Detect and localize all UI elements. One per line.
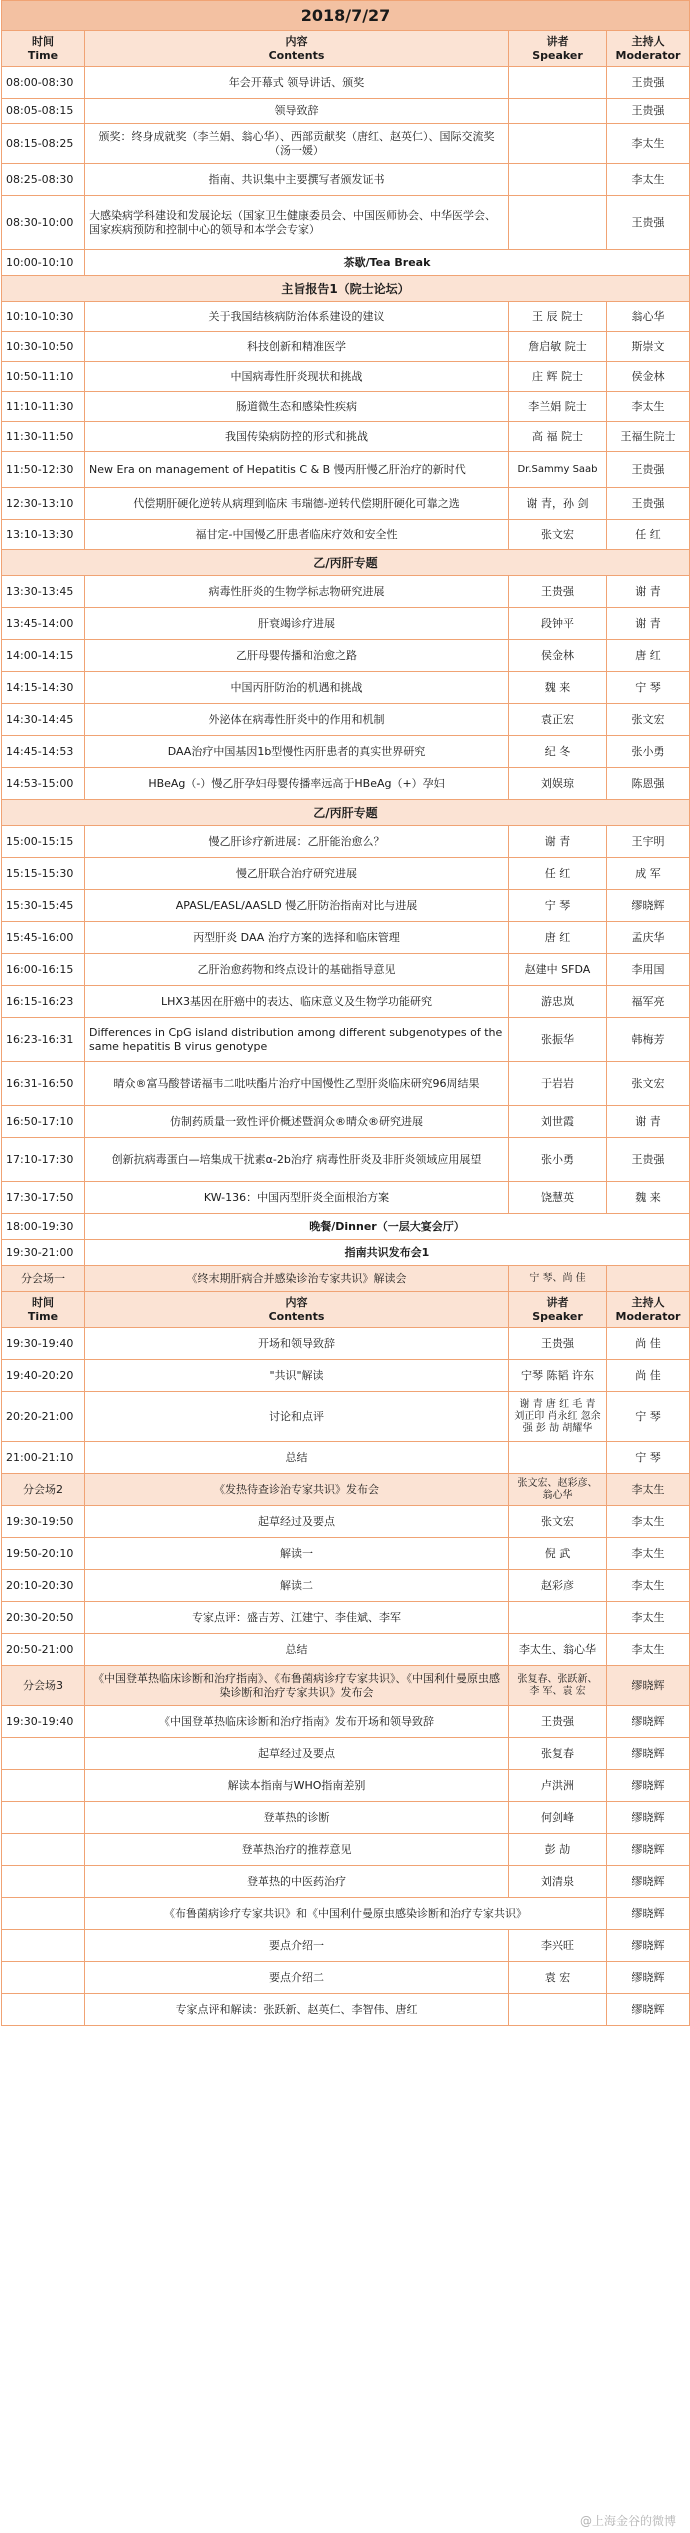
break-time: 10:00-10:10 xyxy=(2,250,85,276)
session-row xyxy=(2,1442,690,1474)
session-speaker: 宁 琴 xyxy=(509,890,607,922)
session-row xyxy=(2,858,690,890)
session-row xyxy=(2,520,690,550)
agenda-body xyxy=(2,1,690,2026)
session-content: 慢乙肝联合治疗研究进展 xyxy=(85,858,509,890)
break-row xyxy=(2,1214,690,1240)
session-speaker: 王贵强 xyxy=(509,1328,607,1360)
session-time xyxy=(2,1866,85,1898)
session-row xyxy=(2,1834,690,1866)
session-row xyxy=(2,704,690,736)
session-speaker: 任 红 xyxy=(509,858,607,890)
session-time: 19:50-20:10 xyxy=(2,1538,85,1570)
session-time: 08:00-08:30 xyxy=(2,67,85,99)
session-moderator: 韩梅芳 xyxy=(607,1018,690,1062)
session-content: 专家点评和解读：张跃新、赵英仁、李智伟、唐红 xyxy=(85,1994,509,2026)
session-speaker: 彭 劼 xyxy=(509,1834,607,1866)
session-time: 21:00-21:10 xyxy=(2,1442,85,1474)
session-time: 15:00-15:15 xyxy=(2,826,85,858)
session-time xyxy=(2,1738,85,1770)
session-row xyxy=(2,1930,690,1962)
session-content: KW-136：中国丙型肝炎全面根治方案 xyxy=(85,1182,509,1214)
session-moderator: 魏 来 xyxy=(607,1182,690,1214)
session-row xyxy=(2,640,690,672)
session-speaker: 魏 来 xyxy=(509,672,607,704)
break-label: 晚餐/Dinner（一层大宴会厅） xyxy=(85,1214,690,1240)
session-content: 创新抗病毒蛋白—培集成干扰素α-2b治疗 病毒性肝炎及非肝炎领域应用展望 xyxy=(85,1138,509,1182)
session-moderator: 缪晓辉 xyxy=(607,1770,690,1802)
session-moderator: 缪晓辉 xyxy=(607,1994,690,2026)
session-content: 解读本指南与WHO指南差别 xyxy=(85,1770,509,1802)
session-speaker: 庄 辉 院士 xyxy=(509,362,607,392)
session-time: 16:15-16:23 xyxy=(2,986,85,1018)
session-content: 总结 xyxy=(85,1634,509,1666)
session-moderator: 孟庆华 xyxy=(607,922,690,954)
session-time: 15:30-15:45 xyxy=(2,890,85,922)
sub-header-moderator: 主持人 Moderator xyxy=(607,1292,690,1328)
session-time: 17:10-17:30 xyxy=(2,1138,85,1182)
sub-header-time: 时间 Time xyxy=(2,1292,85,1328)
session-content: 颁奖：终身成就奖（李兰娟、翁心华）、西部贡献奖（唐红、赵英仁）、国际交流奖（汤一媛） xyxy=(85,124,509,164)
session-row xyxy=(2,1182,690,1214)
sub-venue-topic: 《终末期肝病合并感染诊治专家共识》解读会 xyxy=(85,1266,509,1292)
session-row xyxy=(2,1962,690,1994)
header-moderator: 主持人 Moderator xyxy=(607,31,690,67)
session-time: 11:30-11:50 xyxy=(2,422,85,452)
session-row xyxy=(2,1994,690,2026)
session-moderator: 李太生 xyxy=(607,1506,690,1538)
session-moderator: 缪晓辉 xyxy=(607,1962,690,1994)
sub-venue-moderator: 李太生 xyxy=(607,1474,690,1506)
session-content: 大感染病学科建设和发展论坛（国家卫生健康委员会、中国医师协会、中华医学会、国家疾病预防和控制中心的领导和本学会专家） xyxy=(85,196,509,250)
session-moderator: 唐 红 xyxy=(607,640,690,672)
session-speaker: 何剑峰 xyxy=(509,1802,607,1834)
sub-venue-moderator: 缪晓辉 xyxy=(607,1666,690,1706)
session-moderator: 李太生 xyxy=(607,124,690,164)
session-content: 外泌体在病毒性肝炎中的作用和机制 xyxy=(85,704,509,736)
session-moderator: 尚 佳 xyxy=(607,1328,690,1360)
session-speaker: 于岩岩 xyxy=(509,1062,607,1106)
session-speaker: 赵彩彦 xyxy=(509,1570,607,1602)
session-time: 14:45-14:53 xyxy=(2,736,85,768)
session-content: 要点介绍一 xyxy=(85,1930,509,1962)
session-time: 10:10-10:30 xyxy=(2,302,85,332)
session-speaker: 张文宏 xyxy=(509,520,607,550)
session-moderator: 缪晓辉 xyxy=(607,1898,690,1930)
session-row xyxy=(2,196,690,250)
session-speaker: 刘世霞 xyxy=(509,1106,607,1138)
session-speaker xyxy=(509,99,607,124)
session-speaker: 刘清泉 xyxy=(509,1866,607,1898)
session-time: 08:15-08:25 xyxy=(2,124,85,164)
session-content: 起草经过及要点 xyxy=(85,1738,509,1770)
session-content: HBeAg（-）慢乙肝孕妇母婴传播率远高于HBeAg（+）孕妇 xyxy=(85,768,509,800)
session-row xyxy=(2,1570,690,1602)
session-speaker: 卢洪洲 xyxy=(509,1770,607,1802)
session-content: 晴众®富马酸替诺福韦二吡呋酯片治疗中国慢性乙型肝炎临床研究96周结果 xyxy=(85,1062,509,1106)
section-title-row xyxy=(2,550,690,576)
session-time xyxy=(2,1962,85,1994)
session-time xyxy=(2,1898,85,1930)
session-moderator: 缪晓辉 xyxy=(607,1866,690,1898)
session-time: 08:25-08:30 xyxy=(2,164,85,196)
sub-header-speaker: 讲者 Speaker xyxy=(509,1292,607,1328)
session-speaker xyxy=(509,67,607,99)
session-moderator: 侯金林 xyxy=(607,362,690,392)
session-row xyxy=(2,452,690,488)
session-row xyxy=(2,1706,690,1738)
session-time: 20:10-20:30 xyxy=(2,1570,85,1602)
session-content: 乙肝治愈药物和终点设计的基础指导意见 xyxy=(85,954,509,986)
break-time: 18:00-19:30 xyxy=(2,1214,85,1240)
session-speaker: 高 福 院士 xyxy=(509,422,607,452)
sub-venue-name: 分会场3 xyxy=(2,1666,85,1706)
session-speaker xyxy=(509,1994,607,2026)
session-speaker: 宁琴 陈韬 许东 xyxy=(509,1360,607,1392)
session-row xyxy=(2,302,690,332)
session-row xyxy=(2,768,690,800)
session-time: 20:50-21:00 xyxy=(2,1634,85,1666)
session-content: 我国传染病防控的形式和挑战 xyxy=(85,422,509,452)
session-moderator: 成 军 xyxy=(607,858,690,890)
session-moderator: 尚 佳 xyxy=(607,1360,690,1392)
session-row xyxy=(2,608,690,640)
session-content: 中国病毒性肝炎现状和挑战 xyxy=(85,362,509,392)
session-row xyxy=(2,1138,690,1182)
session-row xyxy=(2,1106,690,1138)
session-row xyxy=(2,826,690,858)
session-content: DAA治疗中国基因1b型慢性丙肝患者的真实世界研究 xyxy=(85,736,509,768)
session-time: 13:30-13:45 xyxy=(2,576,85,608)
session-row xyxy=(2,1328,690,1360)
session-moderator: 王贵强 xyxy=(607,67,690,99)
session-row xyxy=(2,890,690,922)
session-time: 16:23-16:31 xyxy=(2,1018,85,1062)
session-row xyxy=(2,488,690,520)
sub-venue-topic: 《发热待查诊治专家共识》发布会 xyxy=(85,1474,509,1506)
session-content: 病毒性肝炎的生物学标志物研究进展 xyxy=(85,576,509,608)
sub-venue-row xyxy=(2,1474,690,1506)
session-speaker: 倪 武 xyxy=(509,1538,607,1570)
session-moderator: 张文宏 xyxy=(607,1062,690,1106)
sub-header-contents: 内容 Contents xyxy=(85,1292,509,1328)
session-moderator: 谢 青 xyxy=(607,1106,690,1138)
session-time: 11:10-11:30 xyxy=(2,392,85,422)
session-time: 13:45-14:00 xyxy=(2,608,85,640)
session-content: 《布鲁菌病诊疗专家共识》和《中国利什曼原虫感染诊断和治疗专家共识》 xyxy=(85,1898,607,1930)
session-content: Differences in CpG island distribution among different subgenotypes of the same hepatitis B virus genotype xyxy=(85,1018,509,1062)
session-content: 福甘定-中国慢乙肝患者临床疗效和安全性 xyxy=(85,520,509,550)
session-moderator: 王贵强 xyxy=(607,1138,690,1182)
session-time xyxy=(2,1802,85,1834)
section-title: 乙/丙肝专题 xyxy=(2,550,690,576)
session-moderator: 李太生 xyxy=(607,164,690,196)
session-time: 08:05-08:15 xyxy=(2,99,85,124)
sub-venue-topic: 《中国登革热临床诊断和治疗指南》、《布鲁菌病诊疗专家共识》、《中国利什曼原虫感染诊断和治疗专家共识》发布会 xyxy=(85,1666,509,1706)
session-moderator: 缪晓辉 xyxy=(607,1834,690,1866)
session-moderator: 王贵强 xyxy=(607,99,690,124)
session-moderator: 宁 琴 xyxy=(607,672,690,704)
session-speaker: 谢 青 xyxy=(509,826,607,858)
session-row xyxy=(2,1738,690,1770)
session-time xyxy=(2,1834,85,1866)
session-time: 14:15-14:30 xyxy=(2,672,85,704)
session-time: 17:30-17:50 xyxy=(2,1182,85,1214)
session-row xyxy=(2,922,690,954)
session-time: 11:50-12:30 xyxy=(2,452,85,488)
session-speaker: 侯金林 xyxy=(509,640,607,672)
session-speaker: 赵建中 SFDA xyxy=(509,954,607,986)
session-content: New Era on management of Hepatitis C & B 慢丙肝慢乙肝治疗的新时代 xyxy=(85,452,509,488)
session-speaker: 谢 青 唐 红 毛 青 刘正印 肖永红 忽余强 彭 劼 胡耀华 xyxy=(509,1392,607,1442)
session-row xyxy=(2,1392,690,1442)
session-row xyxy=(2,954,690,986)
session-row xyxy=(2,576,690,608)
header-time: 时间 Time xyxy=(2,31,85,67)
session-time xyxy=(2,1994,85,2026)
session-moderator: 缪晓辉 xyxy=(607,1802,690,1834)
session-time: 20:30-20:50 xyxy=(2,1602,85,1634)
sub-venue-name: 分会场2 xyxy=(2,1474,85,1506)
session-moderator: 陈恩强 xyxy=(607,768,690,800)
session-row xyxy=(2,1634,690,1666)
session-moderator: 张小勇 xyxy=(607,736,690,768)
session-content: 登革热的中医药治疗 xyxy=(85,1866,509,1898)
session-moderator: 宁 琴 xyxy=(607,1392,690,1442)
session-time: 19:30-19:50 xyxy=(2,1506,85,1538)
session-moderator: 李用国 xyxy=(607,954,690,986)
session-content: 领导致辞 xyxy=(85,99,509,124)
session-content: 丙型肝炎 DAA 治疗方案的选择和临床管理 xyxy=(85,922,509,954)
sub-venue-moderator xyxy=(607,1266,690,1292)
date-row xyxy=(2,1,690,31)
session-time: 19:40-20:20 xyxy=(2,1360,85,1392)
session-time: 12:30-13:10 xyxy=(2,488,85,520)
session-moderator: 谢 青 xyxy=(607,608,690,640)
session-content: 起草经过及要点 xyxy=(85,1506,509,1538)
session-time: 08:30-10:00 xyxy=(2,196,85,250)
session-speaker: 纪 冬 xyxy=(509,736,607,768)
session-speaker: 詹启敏 院士 xyxy=(509,332,607,362)
session-moderator: 缪晓辉 xyxy=(607,1706,690,1738)
session-content: 指南、共识集中主要撰写者颁发证书 xyxy=(85,164,509,196)
section-title: 主旨报告1（院士论坛） xyxy=(2,276,690,302)
sub-venue-row xyxy=(2,1266,690,1292)
session-time: 16:00-16:15 xyxy=(2,954,85,986)
session-moderator: 王贵强 xyxy=(607,196,690,250)
session-content: 乙肝母婴传播和治愈之路 xyxy=(85,640,509,672)
session-content: 科技创新和精准医学 xyxy=(85,332,509,362)
session-speaker: 张文宏 xyxy=(509,1506,607,1538)
session-speaker: Dr.Sammy Saab xyxy=(509,452,607,488)
session-time: 16:31-16:50 xyxy=(2,1062,85,1106)
session-content: 要点介绍二 xyxy=(85,1962,509,1994)
session-row xyxy=(2,1506,690,1538)
session-speaker: 李兴旺 xyxy=(509,1930,607,1962)
session-moderator: 李太生 xyxy=(607,1570,690,1602)
session-content: 中国丙肝防治的机遇和挑战 xyxy=(85,672,509,704)
session-time xyxy=(2,1770,85,1802)
session-speaker: 张振华 xyxy=(509,1018,607,1062)
session-content: 解读二 xyxy=(85,1570,509,1602)
session-content: 肠道微生态和感染性疾病 xyxy=(85,392,509,422)
session-moderator: 缪晓辉 xyxy=(607,1930,690,1962)
session-moderator: 缪晓辉 xyxy=(607,890,690,922)
session-content: LHX3基因在肝癌中的表达、临床意义及生物学功能研究 xyxy=(85,986,509,1018)
sub-venue-row xyxy=(2,1666,690,1706)
break-time: 19:30-21:00 xyxy=(2,1240,85,1266)
session-moderator: 王宇明 xyxy=(607,826,690,858)
session-speaker: 游忠岚 xyxy=(509,986,607,1018)
session-row xyxy=(2,332,690,362)
session-speaker: 王贵强 xyxy=(509,576,607,608)
session-time: 19:30-19:40 xyxy=(2,1328,85,1360)
session-moderator: 斯崇文 xyxy=(607,332,690,362)
session-speaker: 王贵强 xyxy=(509,1706,607,1738)
session-content: 仿制药质量一致性评价概述暨润众®晴众®研究进展 xyxy=(85,1106,509,1138)
session-time: 10:30-10:50 xyxy=(2,332,85,362)
session-content: 关于我国结核病防治体系建设的建议 xyxy=(85,302,509,332)
sub-venue-name: 分会场一 xyxy=(2,1266,85,1292)
sub-venue-speakers: 张复春、张跃新、李 军、袁 宏 xyxy=(509,1666,607,1706)
session-content: 开场和领导致辞 xyxy=(85,1328,509,1360)
session-moderator: 李太生 xyxy=(607,392,690,422)
session-speaker: 李太生、翁心华 xyxy=(509,1634,607,1666)
section-title-row xyxy=(2,800,690,826)
session-content: 总结 xyxy=(85,1442,509,1474)
session-speaker xyxy=(509,164,607,196)
session-moderator: 王福生院士 xyxy=(607,422,690,452)
session-speaker: 唐 红 xyxy=(509,922,607,954)
watermark: @上海金谷的微博 xyxy=(579,2514,676,2528)
session-row xyxy=(2,736,690,768)
session-row xyxy=(2,67,690,99)
session-row xyxy=(2,1538,690,1570)
session-moderator: 谢 青 xyxy=(607,576,690,608)
session-row xyxy=(2,1018,690,1062)
session-row xyxy=(2,1866,690,1898)
section-title: 乙/丙肝专题 xyxy=(2,800,690,826)
session-row xyxy=(2,99,690,124)
session-speaker: 李兰娟 院士 xyxy=(509,392,607,422)
session-moderator: 李太生 xyxy=(607,1538,690,1570)
session-time: 20:20-21:00 xyxy=(2,1392,85,1442)
session-moderator: 李太生 xyxy=(607,1602,690,1634)
header-speaker: 讲者 Speaker xyxy=(509,31,607,67)
session-time: 16:50-17:10 xyxy=(2,1106,85,1138)
session-speaker: 袁 宏 xyxy=(509,1962,607,1994)
session-speaker: 袁正宏 xyxy=(509,704,607,736)
session-row xyxy=(2,124,690,164)
break-row xyxy=(2,1240,690,1266)
session-time: 15:15-15:30 xyxy=(2,858,85,890)
session-row xyxy=(2,1802,690,1834)
session-row xyxy=(2,422,690,452)
session-content: 《中国登革热临床诊断和治疗指南》发布开场和领导致辞 xyxy=(85,1706,509,1738)
session-content: 专家点评：盛吉芳、江建宁、李佳斌、李军 xyxy=(85,1602,509,1634)
session-row xyxy=(2,1360,690,1392)
session-moderator: 缪晓辉 xyxy=(607,1738,690,1770)
session-moderator: 王贵强 xyxy=(607,488,690,520)
session-content: 肝衰竭诊疗进展 xyxy=(85,608,509,640)
session-speaker xyxy=(509,1602,607,1634)
session-content: 登革热的诊断 xyxy=(85,1802,509,1834)
break-row xyxy=(2,250,690,276)
session-speaker: 刘娱琼 xyxy=(509,768,607,800)
session-content: 讨论和点评 xyxy=(85,1392,509,1442)
session-content: APASL/EASL/AASLD 慢乙肝防治指南对比与进展 xyxy=(85,890,509,922)
session-moderator: 翁心华 xyxy=(607,302,690,332)
session-row xyxy=(2,1898,690,1930)
session-speaker xyxy=(509,196,607,250)
agenda-date: 2018/7/27 xyxy=(2,1,690,31)
session-time: 15:45-16:00 xyxy=(2,922,85,954)
session-speaker: 饶慧英 xyxy=(509,1182,607,1214)
break-label: 指南共识发布会1 xyxy=(85,1240,690,1266)
session-row xyxy=(2,362,690,392)
session-row xyxy=(2,1602,690,1634)
session-time: 10:50-11:10 xyxy=(2,362,85,392)
session-row xyxy=(2,1770,690,1802)
session-time: 14:30-14:45 xyxy=(2,704,85,736)
sub-venue-speakers: 张文宏、赵彩彦、翁心华 xyxy=(509,1474,607,1506)
session-time xyxy=(2,1930,85,1962)
session-time: 14:00-14:15 xyxy=(2,640,85,672)
session-time: 19:30-19:40 xyxy=(2,1706,85,1738)
session-row xyxy=(2,164,690,196)
session-speaker xyxy=(509,124,607,164)
session-moderator: 宁 琴 xyxy=(607,1442,690,1474)
session-speaker: 王 辰 院士 xyxy=(509,302,607,332)
session-content: "共识"解读 xyxy=(85,1360,509,1392)
sub-venue-speakers: 宁 琴、尚 佳 xyxy=(509,1266,607,1292)
session-time: 13:10-13:30 xyxy=(2,520,85,550)
session-content: 登革热治疗的推荐意见 xyxy=(85,1834,509,1866)
header-contents: 内容 Contents xyxy=(85,31,509,67)
session-moderator: 李太生 xyxy=(607,1634,690,1666)
session-speaker xyxy=(509,1442,607,1474)
session-moderator: 张文宏 xyxy=(607,704,690,736)
session-speaker: 谢 青，孙 剑 xyxy=(509,488,607,520)
session-content: 慢乙肝诊疗新进展：乙肝能治愈么？ xyxy=(85,826,509,858)
session-time: 14:53-15:00 xyxy=(2,768,85,800)
session-moderator: 任 红 xyxy=(607,520,690,550)
session-content: 年会开幕式 领导讲话、颁奖 xyxy=(85,67,509,99)
session-moderator: 王贵强 xyxy=(607,452,690,488)
break-label: 茶歇/Tea Break xyxy=(85,250,690,276)
agenda-table xyxy=(1,0,690,2026)
session-row xyxy=(2,672,690,704)
session-speaker: 张小勇 xyxy=(509,1138,607,1182)
sub-header-row xyxy=(2,1292,690,1328)
session-row xyxy=(2,986,690,1018)
session-content: 解读一 xyxy=(85,1538,509,1570)
session-moderator: 福军亮 xyxy=(607,986,690,1018)
section-title-row xyxy=(2,276,690,302)
session-speaker: 张复春 xyxy=(509,1738,607,1770)
session-row xyxy=(2,392,690,422)
session-row xyxy=(2,1062,690,1106)
header-row xyxy=(2,31,690,67)
session-content: 代偿期肝硬化逆转从病理到临床 韦瑞德-逆转代偿期肝硬化可靠之选 xyxy=(85,488,509,520)
session-speaker: 段钟平 xyxy=(509,608,607,640)
